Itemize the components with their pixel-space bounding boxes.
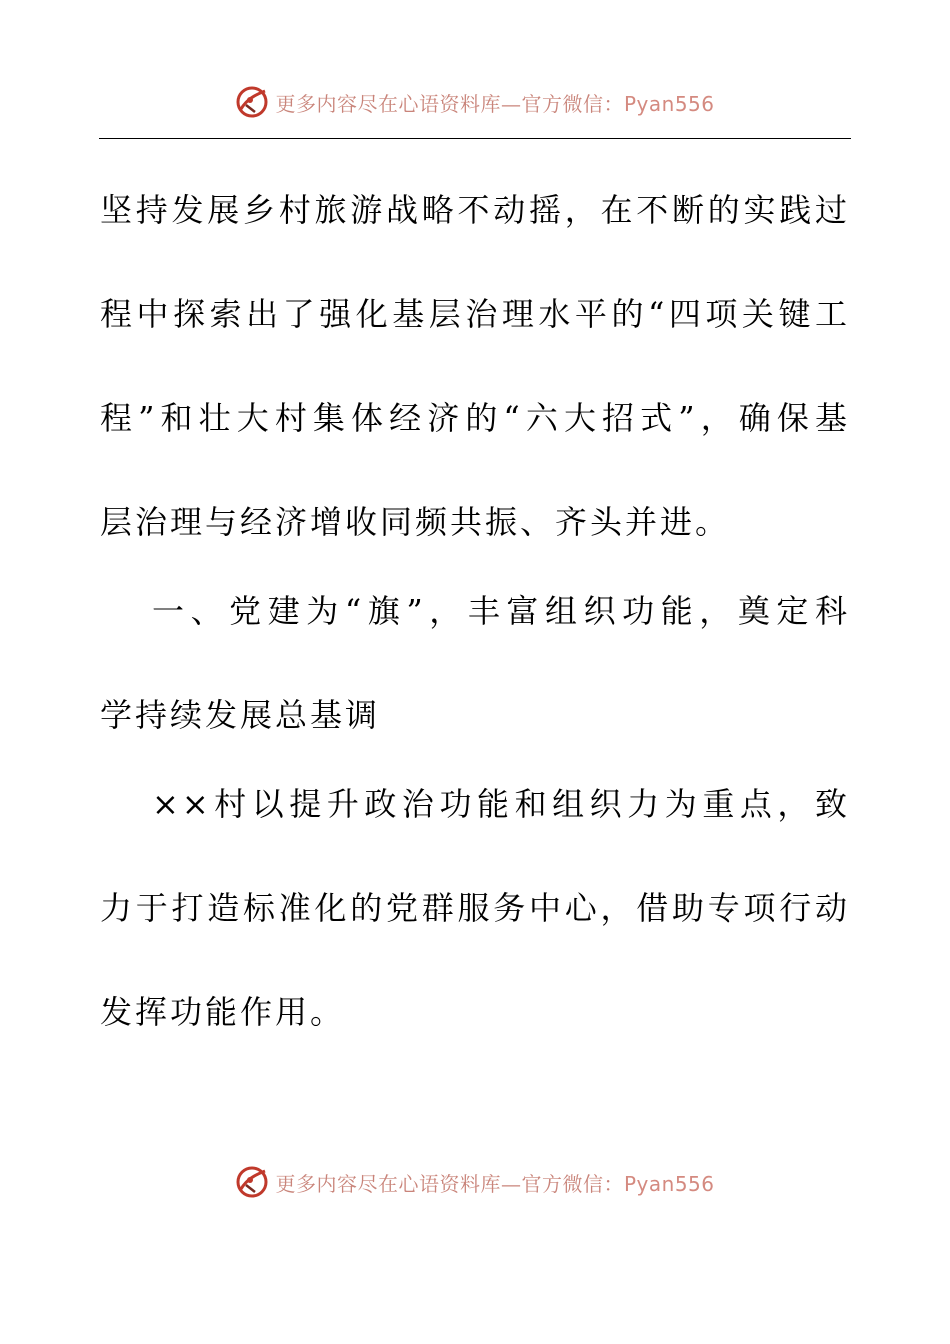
paragraph-line: ××村以提升政治功能和组织力为重点，致 (152, 785, 850, 823)
footer-banner-text: 更多内容尽在心语资料库—官方微信：Pyan556 (275, 1171, 715, 1196)
paragraph-line: 发挥功能作用。 (100, 993, 346, 1031)
header-divider (99, 138, 851, 139)
paragraph-line: 程中探索出了强化基层治理水平的“四项关键工 (100, 295, 850, 333)
paragraph-line: 力于打造标准化的党群服务中心，借助专项行动 (100, 889, 850, 927)
paragraph-line: 程”和壮大村集体经济的“六大招式”，确保基 (100, 399, 850, 437)
header-banner-text: 更多内容尽在心语资料库—官方微信：Pyan556 (275, 91, 715, 116)
footer-wechat-id: Pyan556 (623, 1171, 715, 1196)
logo-icon (235, 1165, 269, 1199)
footer-banner (0, 1160, 950, 1204)
paragraph-line: 层治理与经济增收同频共振、齐头并进。 (100, 503, 731, 541)
logo-icon (235, 85, 269, 119)
header-wechat-id: Pyan556 (623, 91, 715, 116)
section-heading-line: 学持续发展总基调 (100, 696, 381, 734)
section-heading-line: 一、党建为“旗”，丰富组织功能，奠定科 (152, 592, 850, 630)
header-banner (0, 80, 950, 124)
paragraph-line: 坚持发展乡村旅游战略不动摇，在不断的实践过 (100, 191, 850, 229)
